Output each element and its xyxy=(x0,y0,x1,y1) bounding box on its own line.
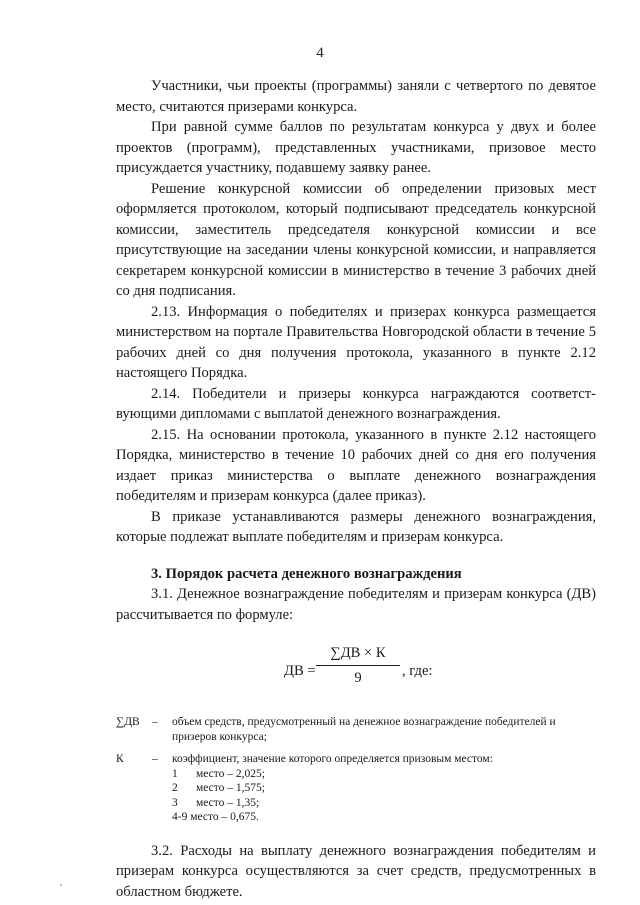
legend-desc-k: коэффициент, значение которого определяется призовым местом: xyxy=(172,753,493,765)
place-coefficients xyxy=(172,767,596,825)
legend-dash: – xyxy=(152,753,158,765)
paragraph-prize-winners: Участники, чьи проекты (программы) заняли с четвертого по девятое место, считаются призерами конкурса. xyxy=(116,78,596,115)
legend-symbol-k: К xyxy=(116,753,124,765)
formula-fraction xyxy=(316,643,400,688)
formula-denominator: 9 xyxy=(354,669,362,686)
scan-dot xyxy=(60,884,62,886)
paragraph-equal-score: При равной сумме баллов по результатам конкурса у двух и более проектов (программ), представленных участниками, призовое место присуждается участнику, подавшему заявку ранее. xyxy=(116,119,596,176)
place-item: 4-9 место – 0,675. xyxy=(172,811,259,823)
paragraph-2-15: 2.15. На основании протокола, указанного в пункте 2.12 настоящего Порядка, министерство в течение 10 рабочих дней со дня его получения издает приказ министерства о выплате денежного вознаграждения победителям и призерам конкурса (далее приказ). xyxy=(116,426,596,504)
paragraph-3-1: 3.1. Денежное вознаграждение победителям и призерам конкурса (ДВ) рассчитывается по формуле: xyxy=(116,586,596,623)
formula-legend xyxy=(116,715,596,825)
paragraph-order-amounts: В приказе устанавливаются размеры денежного вознаграждения, которые подлежат выплате победителям и призерам конкурса. xyxy=(116,508,596,545)
legend-row-sum xyxy=(116,715,596,744)
fraction-bar xyxy=(316,665,400,666)
legend-desc-sum: объем средств, предусмотренный на денежное вознаграждение победителей и призеров конкурса; xyxy=(172,716,556,743)
legend-dash: – xyxy=(152,716,158,728)
paragraph-2-14: 2.14. Победители и призеры конкурса награждаются соответствующими дипломами с выплатой денежного вознаграждения. xyxy=(116,385,596,422)
formula-lhs: ДВ = xyxy=(284,663,316,679)
place-item: 1 место – 2,025; xyxy=(172,767,265,780)
place-item: 2 место – 1,575; xyxy=(172,782,265,794)
legend-row-k xyxy=(116,752,596,825)
formula xyxy=(116,641,596,699)
section-heading: 3. Порядок расчета денежного вознаграждения xyxy=(151,565,462,582)
paragraph-3-2: 3.2. Расходы на выплату денежного вознаграждения победителям и призерам конкурса осуществляются за счет средств, предусмотренных в областном бюджете. xyxy=(116,842,596,900)
paragraph-commission-decision: Решение конкурсной комиссии об определении призовых мест оформляется протоколом, который подписывают председатель конкурсной комиссии, заместитель председателя конкурсной комиссии и все присутствующие на заседании члены конкурсной комиссии, и направляется секретарем конкурсной комиссии в министерство в течение 3 рабочих дней со дня подписания. xyxy=(116,180,596,299)
formula-numerator: ∑ДВ × К xyxy=(330,645,386,661)
page-number: 4 xyxy=(316,45,324,61)
legend-symbol-sum: ∑ДВ xyxy=(116,716,140,728)
document-body xyxy=(116,76,596,902)
paragraph-2-13: 2.13. Информация о победителях и призерах конкурса размещается министерством на портале Правительства Новгородской области в течение 5 рабочих дней со дня получения протокола, указанного в пункте 2.12 настоящего Порядка. xyxy=(116,303,596,381)
formula-suffix: , где: xyxy=(402,663,433,679)
place-item: 3 место – 1,35; xyxy=(172,796,260,809)
